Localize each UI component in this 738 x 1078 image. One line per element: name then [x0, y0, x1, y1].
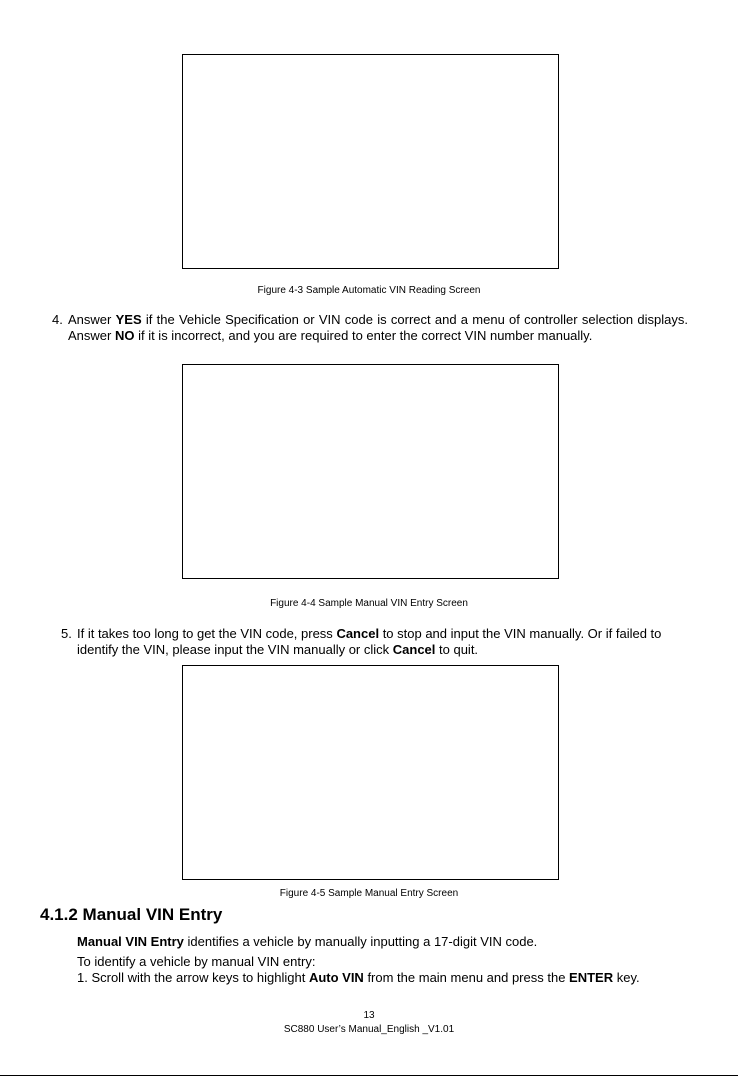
section-intro: [77, 934, 717, 950]
step-4-text: [68, 312, 688, 344]
figure-4-5-caption: Figure 4-5 Sample Manual Entry Screen: [279, 888, 459, 899]
figure-4-3-caption: Figure 4-3 Sample Automatic VIN Reading Screen: [257, 285, 481, 296]
bottom-rule: [0, 1075, 738, 1076]
section-step-1: [77, 970, 717, 986]
step-5-number: 5.: [61, 626, 72, 641]
yes-keyword: YES: [115, 312, 142, 327]
section-step-1-text: key.: [613, 970, 640, 985]
step-4-text-part: if it is incorrect, and you are required to enter the correct VIN number manually.: [134, 328, 593, 343]
step-5-text-part: If it takes too long to get the VIN code, press: [77, 626, 337, 641]
step-4-text-part: if the Vehicle Specification or VIN code is correct and a menu of controller selection displays. Answer: [68, 312, 688, 343]
step-4-number: 4.: [52, 312, 63, 327]
no-keyword: NO: [114, 328, 135, 343]
page-number: 13: [363, 1010, 375, 1021]
cancel-keyword: Cancel: [336, 626, 380, 641]
section-step-1-text: 1. Scroll with the arrow keys to highlight: [77, 970, 309, 985]
manual-vin-entry-keyword: Manual VIN Entry: [77, 934, 184, 949]
auto-vin-keyword: Auto VIN: [308, 970, 364, 985]
section-heading: 4.1.2 Manual VIN Entry: [40, 905, 223, 924]
section-line-2: To identify a vehicle by manual VIN entry:: [77, 954, 316, 969]
section-step-1-text: from the main menu and press the: [363, 970, 570, 985]
step-5-text-part: to stop and input the VIN manually. Or if failed to identify the VIN, please input the VIN manually or click: [77, 626, 662, 657]
enter-keyword: ENTER: [569, 970, 614, 985]
section-intro-text: identifies a vehicle by manually inputting a 17-digit VIN code.: [183, 934, 538, 949]
step-4-text-part: Answer: [68, 312, 116, 327]
step-5-text: [77, 626, 699, 658]
step-5-text-part: to quit.: [435, 642, 479, 657]
figure-4-5-placeholder: [182, 665, 559, 880]
manual-title-footer: SC880 User’s Manual_English _V1.01: [283, 1024, 455, 1035]
figure-4-3-placeholder: [182, 54, 559, 269]
figure-4-4-placeholder: [182, 364, 559, 579]
cancel-keyword: Cancel: [392, 642, 436, 657]
figure-4-4-caption: Figure 4-4 Sample Manual VIN Entry Screen: [270, 598, 468, 609]
